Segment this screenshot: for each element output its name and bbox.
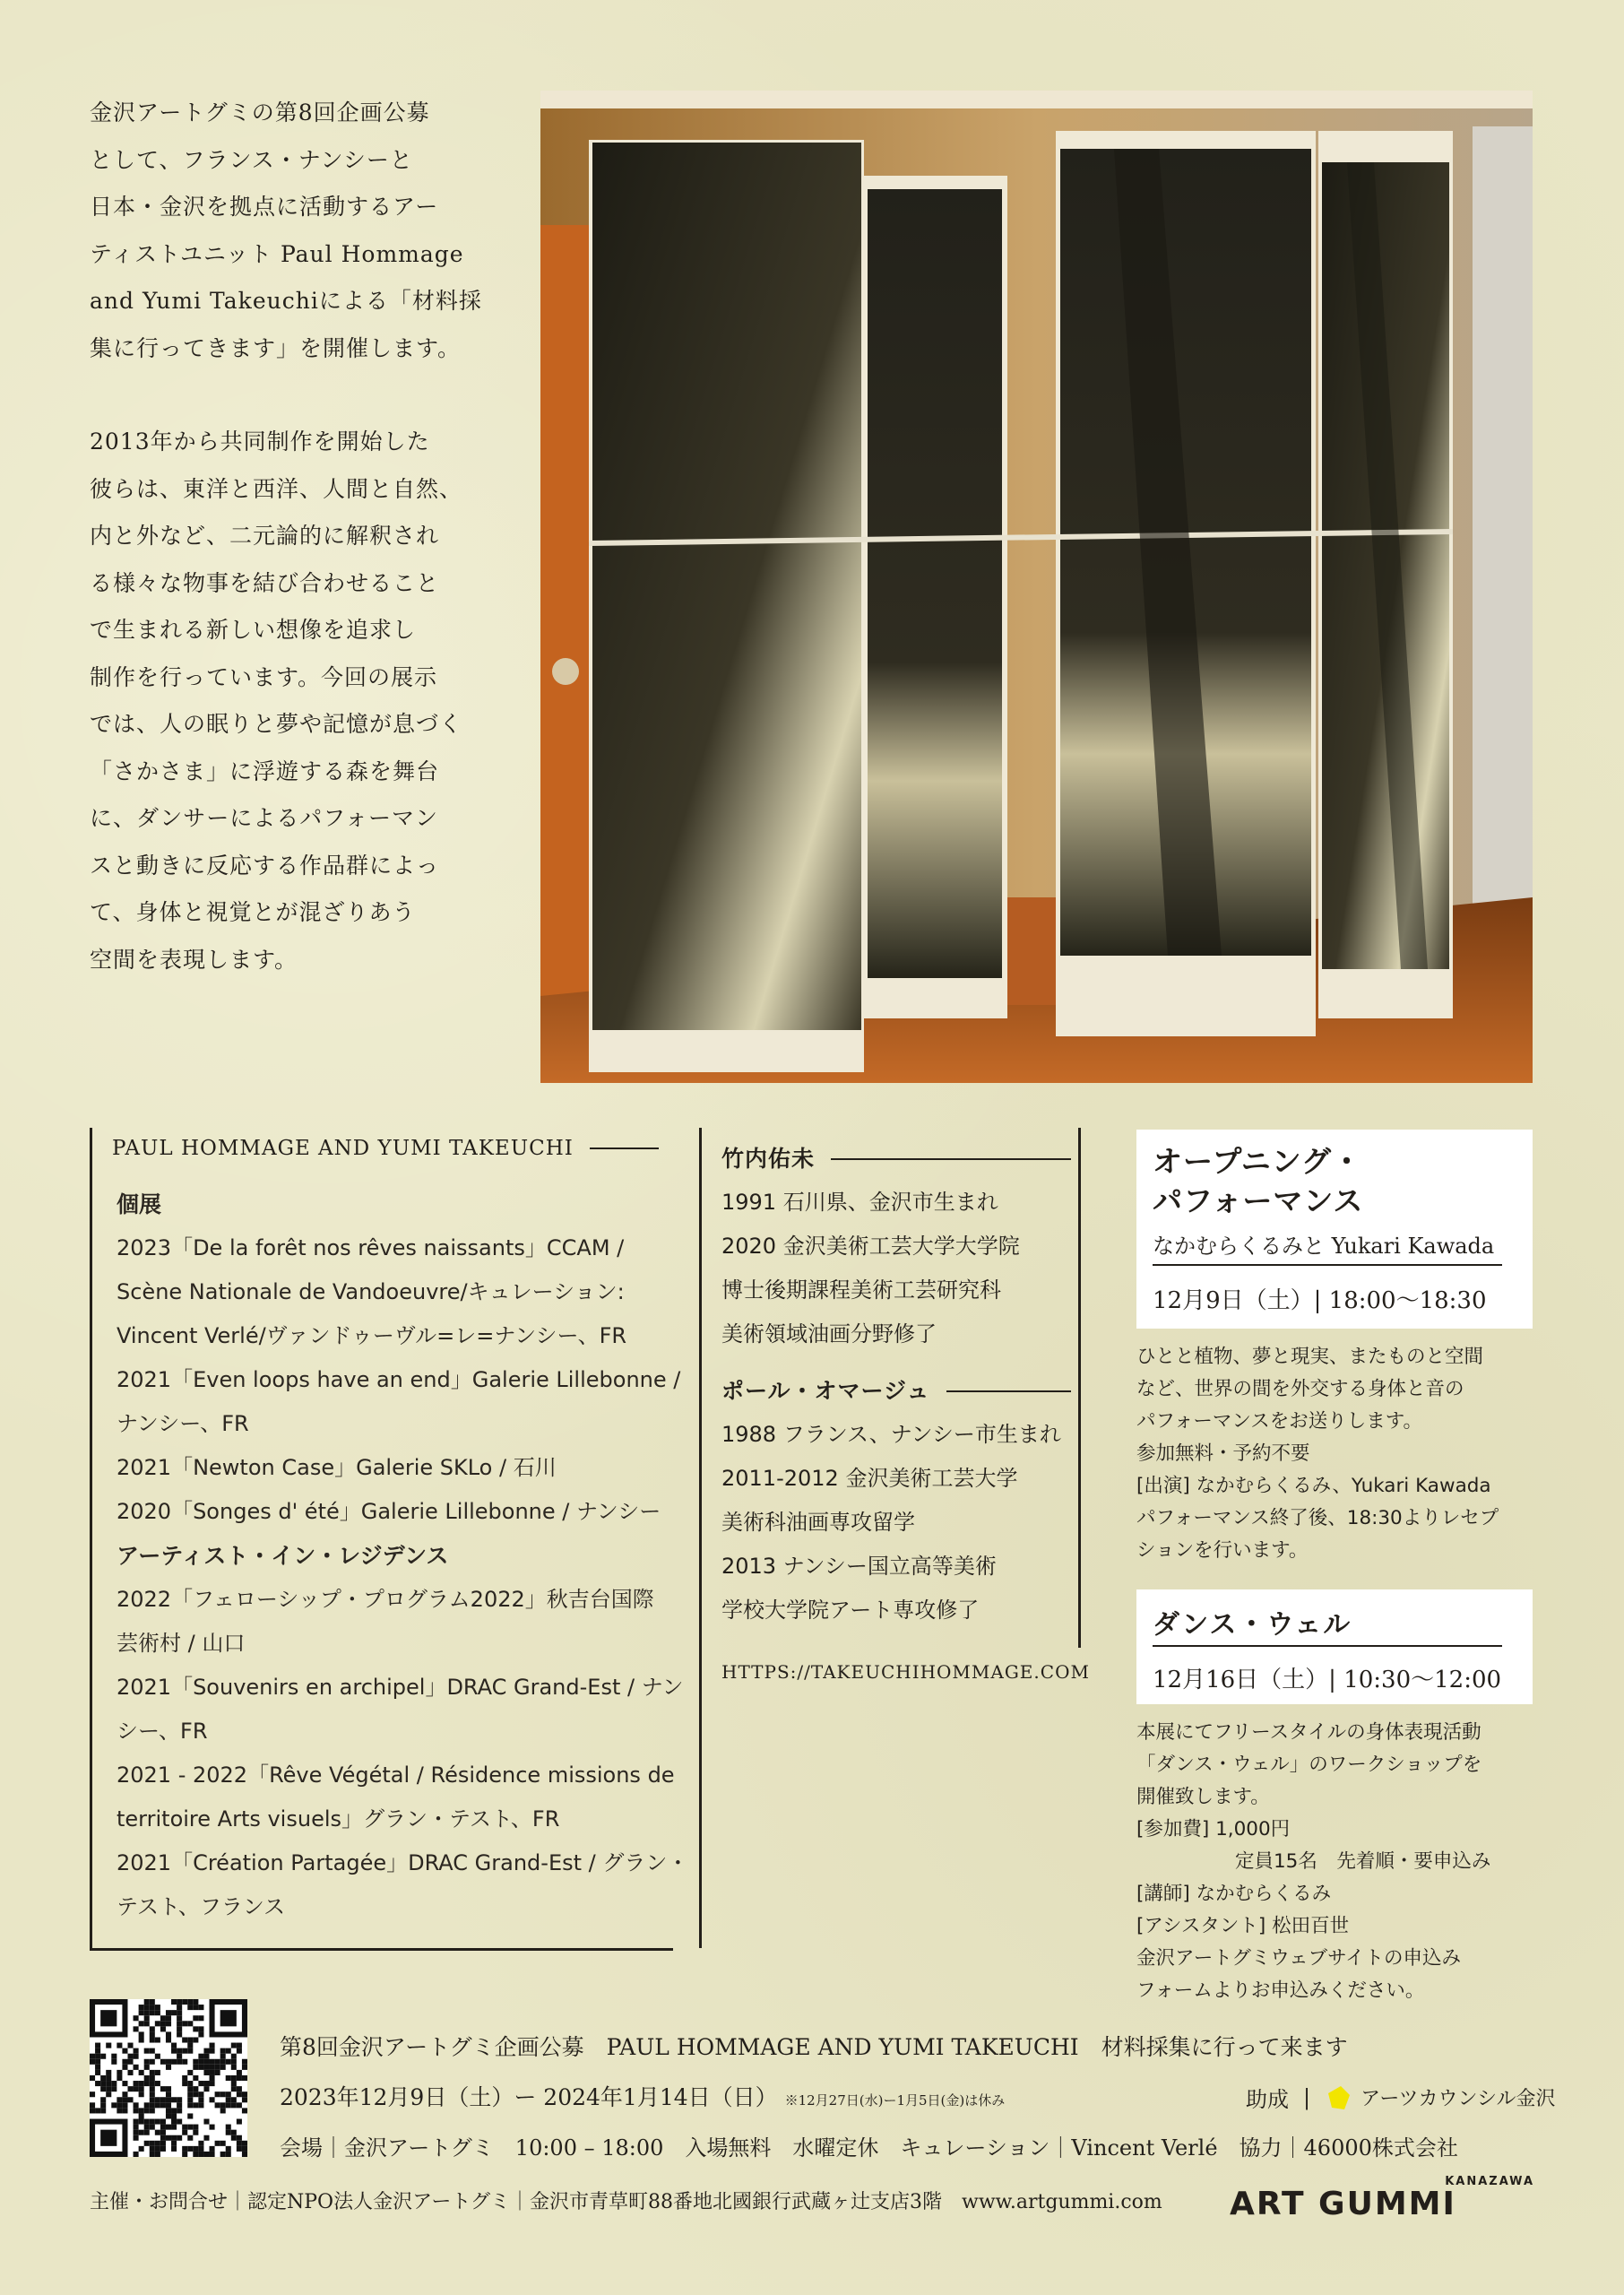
website-url[interactable]: HTTPS://TAKEUCHIHOMMAGE.COM (721, 1661, 1090, 1683)
qr-code-icon (90, 1999, 247, 2157)
takeuchi-bio-line: 博士後期課程美術工芸研究科 (721, 1277, 1001, 1303)
event2-desc-line: 「ダンス・ウェル」のワークショップを (1136, 1754, 1482, 1776)
intro-line: 集に行ってきます」を開催します。 (90, 334, 462, 361)
intro-line: and Yumi Takeuchiによる「材料採 (90, 288, 482, 314)
intro-paragraph-2 (90, 419, 475, 983)
event1-desc-line: パフォーマンスをお送りします。 (1136, 1410, 1423, 1433)
event2-desc-lines (1136, 1717, 1533, 1846)
event2-description (1136, 1717, 1533, 2007)
event1-desc-line: ひとと植物、夢と現実、またものと空間 (1136, 1346, 1484, 1368)
event1-performers: なかむらくるみと Yukari Kawada (1153, 1234, 1495, 1259)
artgummi-logo[interactable] (1230, 2175, 1534, 2229)
intro-line: に、ダンサーによるパフォーマン (90, 805, 439, 831)
solo-exhibition-line: 2021「Newton Case」Galerie SKLo / 石川 (117, 1455, 557, 1480)
event2-desc-line: 開催致します。 (1136, 1786, 1270, 1808)
event2-desc-line: 金沢アートグミウェブサイトの申込み (1136, 1947, 1462, 1970)
intro-text (90, 90, 482, 983)
hommage-bio-line: 2013 ナンシー国立高等美術 (721, 1554, 997, 1579)
event2-desc-line: フォームよりお申込みください。 (1136, 1979, 1425, 2002)
takeuchi-bio-line: 美術領域油画分野修了 (721, 1321, 937, 1347)
installation-photo (540, 91, 1533, 1083)
installation-illustration (540, 91, 1533, 1083)
column-divider-right (1078, 1128, 1081, 1648)
residency-line: テスト、フランス (117, 1894, 286, 1919)
event1-title-line1: オープニング・ (1153, 1144, 1363, 1179)
intro-line: 彼らは、東洋と西洋、人間と自然、 (90, 475, 463, 502)
profile-heading (112, 1137, 659, 1160)
organizer-info: 主催・お問合せ｜認定NPO法人金沢アートグミ｜金沢市青草町88番地北國銀行武蔵ヶ辻支店3階 www.artgummi.com (90, 2191, 1162, 2213)
hommage-bio (721, 1413, 1080, 1632)
takeuchi-heading (721, 1137, 1071, 1181)
footer-venue-info: 会場｜金沢アートグミ 10:00 – 18:00 入場無料 水曜定休 キュレーション｜Vincent Verlé 協力｜46000株式会社 (280, 2135, 1458, 2161)
footer-exhibition-title: 第8回金沢アートグミ企画公募 PAUL HOMMAGE AND YUMI TAKEUCHI 材料採集に行って来ます (280, 2034, 1348, 2060)
artist-bios (702, 1128, 1090, 1948)
residency-line: territoire Arts visuels」グラン・テスト、FR (117, 1806, 560, 1832)
event2-capacity: 定員15名 先着順・要申込み (1235, 1850, 1491, 1873)
intro-line: で生まれる新しい想像を追求し (90, 617, 417, 643)
solo-exhibition-line: Vincent Verlé/ヴァンドゥーヴル=レ=ナンシー、FR (117, 1323, 627, 1348)
takeuchi-bio-line: 1991 石川県、金沢市生まれ (721, 1190, 998, 1215)
solo-exhibition-line: 2020「Songes d' été」Galerie Lillebonne / ナンシー (117, 1499, 661, 1524)
takeuchi-bio (721, 1181, 1080, 1356)
event1-desc-line: など、世界の間を外交する身体と音の (1136, 1378, 1464, 1400)
event1-desc-line: ションを行います。 (1136, 1539, 1309, 1562)
solo-label: 個展 (117, 1191, 162, 1217)
solo-exhibitions (117, 1226, 681, 1534)
dance-well-box (1136, 1589, 1533, 1704)
intro-line: 内と外など、二元論的に解釈され (90, 523, 440, 549)
intro-line: 「さかさま」に浮遊する森を舞台 (90, 758, 440, 784)
profile-column (90, 1128, 689, 1951)
arts-council-mark-icon (1325, 2084, 1352, 2111)
event2-rule (1153, 1645, 1502, 1647)
residency-line: 2022「フェローシップ・プログラム2022」秋吉台国際 (117, 1587, 654, 1612)
logo-kanazawa: KANAZAWA (1445, 2175, 1534, 2188)
hommage-bio-line: 学校大学院アート専攻修了 (721, 1598, 980, 1623)
intro-line: 制作を行っています。今回の展示 (90, 663, 438, 690)
intro-line: では、人の眠りと夢や記憶が息づく (90, 711, 463, 737)
event2-desc-lines-2 (1136, 1878, 1533, 2007)
event1-title-line2: パフォーマンス (1153, 1183, 1364, 1218)
event2-title: ダンス・ウェル (1153, 1609, 1352, 1641)
grant-credit (1246, 2082, 1555, 2113)
intro-line: ティストユニット Paul Hommage (90, 240, 464, 267)
event1-description (1136, 1341, 1533, 1567)
hommage-bio-line: 美術科油画専攻留学 (721, 1510, 915, 1535)
heading-rule (831, 1158, 1071, 1160)
qr-code[interactable] (90, 1999, 247, 2157)
hommage-bio-line: 1988 フランス、ナンシー市生まれ (721, 1422, 1061, 1447)
opening-performance-box (1136, 1130, 1533, 1329)
residency-label: アーティスト・イン・レジデンス (117, 1543, 449, 1569)
event2-desc-line: 本展にてフリースタイルの身体表現活動 (1136, 1721, 1481, 1744)
intro-line: 日本・金沢を拠点に活動するアー (90, 194, 439, 220)
event1-rule (1153, 1264, 1502, 1266)
solo-exhibition-line: 2023「De la forêt nos rêves naissants」CCAM / (117, 1235, 625, 1260)
profile-list (117, 1182, 689, 1929)
hommage-name: ポール・オマージュ (721, 1378, 930, 1404)
residency-line: 芸術村 / 山口 (117, 1631, 246, 1656)
residency-line: シー、FR (117, 1719, 208, 1744)
takeuchi-bio-line: 2020 金沢美術工芸大学大学院 (721, 1234, 1020, 1259)
residency-line: 2021「Création Partagée」DRAC Grand-Est / グラン・ (117, 1850, 689, 1875)
event1-datetime: 12月9日（土）| 18:00〜18:30 (1153, 1287, 1487, 1314)
profile-heading-text: PAUL HOMMAGE AND YUMI TAKEUCHI (112, 1137, 574, 1160)
intro-paragraph-1 (90, 90, 482, 372)
column-divider (699, 1128, 702, 1948)
event1-title (1153, 1142, 1363, 1221)
hommage-heading (721, 1369, 1071, 1413)
hommage-bio-line: 2011-2012 金沢美術工芸大学 (721, 1466, 1018, 1491)
intro-line: る様々な物事を結び合わせること (90, 569, 440, 596)
bio-list (721, 1128, 1080, 1632)
residencies (117, 1578, 689, 1929)
grant-separator: | (1303, 2084, 1311, 2110)
exhibition-dates: 2023年12月9日（土）ー 2024年1月14日（日） (280, 2084, 778, 2110)
intro-line: スと動きに反応する作品群によっ (90, 852, 440, 879)
footer-dates (280, 2080, 1005, 2112)
grant-name: アーツカウンシル金沢 (1361, 2088, 1556, 2110)
residency-line: 2021 - 2022「Rêve Végétal / Résidence missions de (117, 1762, 675, 1788)
solo-exhibition-line: 2021「Even loops have an end」Galerie Lillebonne / (117, 1367, 681, 1392)
intro-line: 空間を表現します。 (90, 946, 298, 973)
event1-desc-line: 参加無料・予約不要 (1136, 1442, 1310, 1465)
intro-line: て、身体と視覚とが混ざりあう (90, 899, 416, 925)
intro-line: 2013年から共同制作を開始した (90, 429, 430, 455)
event1-desc-line: [出演] なかむらくるみ、Yukari Kawada (1136, 1475, 1491, 1497)
grant-label: 助成 (1246, 2087, 1289, 2112)
closure-note: ※12月27日(水)ー1月5日(金)は休み (784, 2092, 1006, 2109)
event2-desc-line: [講師] なかむらくるみ (1136, 1883, 1332, 1905)
event1-desc-line: パフォーマンス終了後、18:30よりレセプ (1136, 1507, 1499, 1529)
logo-name: ART GUMMI (1230, 2186, 1456, 2222)
event2-desc-line: [参加費] 1,000円 (1136, 1818, 1291, 1840)
residency-line: 2021「Souvenirs en archipel」DRAC Grand-Est / ナン (117, 1675, 684, 1700)
intro-line: 金沢アートグミの第8回企画公募 (90, 100, 430, 126)
solo-exhibition-line: Scène Nationale de Vandoeuvre/キュレーション: (117, 1279, 625, 1304)
intro-line: として、フランス・ナンシーと (90, 146, 413, 173)
heading-rule (946, 1390, 1071, 1392)
solo-exhibition-line: ナンシー、FR (117, 1411, 249, 1436)
heading-rule (590, 1148, 659, 1149)
takeuchi-name: 竹内佑未 (721, 1146, 816, 1172)
event2-datetime: 12月16日（土）| 10:30〜12:00 (1153, 1667, 1502, 1693)
event2-desc-line: [アシスタント] 松田百世 (1136, 1915, 1350, 1937)
